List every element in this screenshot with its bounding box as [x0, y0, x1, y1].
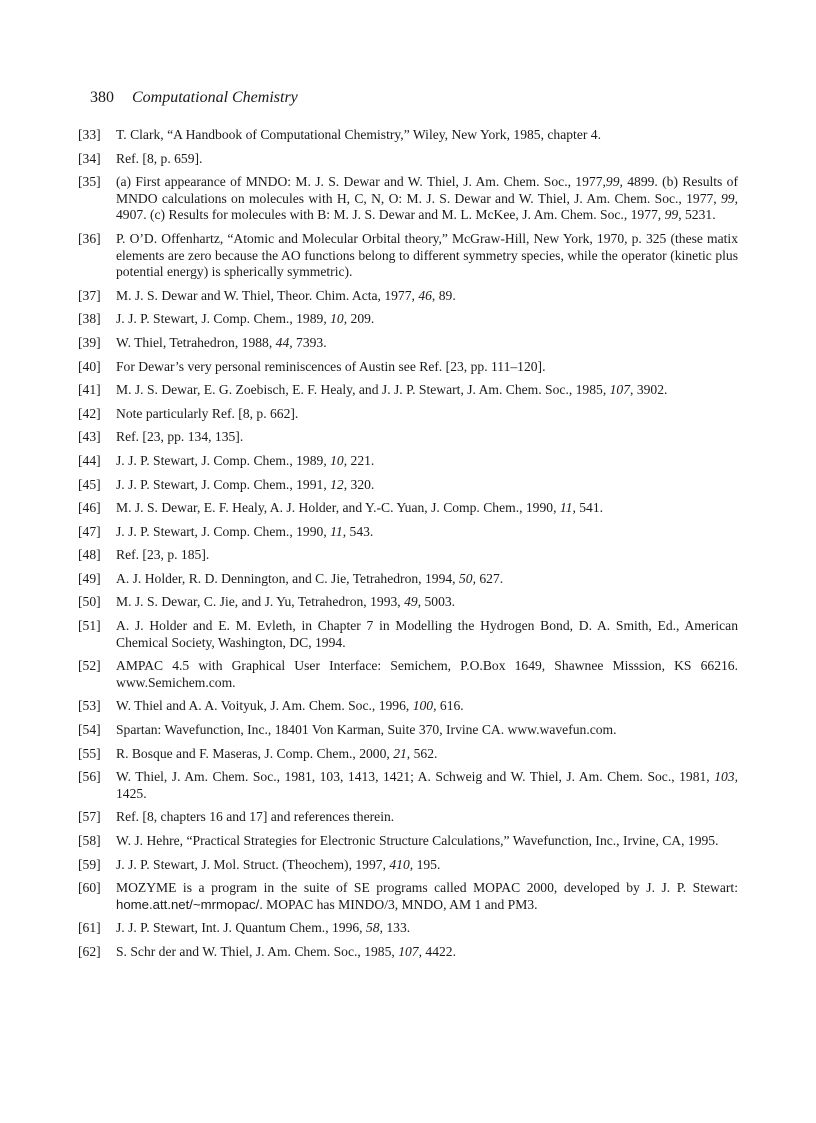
- reference-item: [78, 880, 738, 913]
- reference-number: [47]: [78, 523, 101, 539]
- reference-text: M. J. S. Dewar and W. Thiel, Theor. Chim. Acta, 1977, 46, 89.: [116, 287, 456, 303]
- reference-number: [53]: [78, 698, 101, 714]
- reference-number: [57]: [78, 809, 101, 825]
- reference-list: [78, 127, 738, 968]
- reference-number: [33]: [78, 127, 101, 142]
- reference-number: [52]: [78, 658, 101, 674]
- reference-text: AMPAC 4.5 with Graphical User Interface: Semichem, P.O.Box 1649, Shawnee Misssion, KS 66216. www.Semichem.com.: [116, 658, 738, 690]
- reference-number: [56]: [78, 769, 101, 785]
- reference-number: [58]: [78, 833, 101, 848]
- reference-text: J. J. P. Stewart, Int. J. Quantum Chem., 1996, 58, 133.: [116, 920, 411, 936]
- reference-text: MOZYME is a program in the suite of SE programs called MOPAC 2000, developed by J. J. P. Stewart: home.att.net/~mrmopac/. MOPAC has MINDO/3, MNDO, AM 1 and PM3.: [116, 880, 738, 912]
- reference-number: [35]: [78, 174, 101, 190]
- reference-number: [60]: [78, 880, 101, 896]
- reference-text: Ref. [8, chapters 16 and 17] and references therein.: [116, 809, 395, 825]
- reference-text: S. Schr der and W. Thiel, J. Am. Chem. Soc., 1985, 107, 4422.: [116, 943, 456, 959]
- reference-text: W. Thiel, J. Am. Chem. Soc., 1981, 103, 1413, 1421; A. Schweig and W. Thiel, J. Am. Chem. Soc., 1981, 103, 1425.: [116, 769, 738, 801]
- reference-number: [62]: [78, 943, 101, 959]
- reference-item: [78, 618, 738, 651]
- reference-number: [55]: [78, 745, 101, 761]
- reference-text: P. O’D. Offenhartz, “Atomic and Molecular Orbital theory,” McGraw-Hill, New York, 1970, p. 325 (these matix elements are zero because the AO functions belong to different symmetry species, while the operator (kinetic plus potential energy) is spherically symmetric).: [116, 230, 738, 280]
- reference-text: A. J. Holder, R. D. Dennington, and C. Jie, Tetrahedron, 1994, 50, 627.: [116, 570, 504, 586]
- reference-text: Ref. [23, pp. 134, 135].: [116, 429, 244, 445]
- mopac-url-link[interactable]: home.att.net/~mrmopac/: [116, 896, 260, 912]
- page-number: 380: [90, 89, 114, 106]
- reference-item: [78, 151, 738, 168]
- reference-number: [41]: [78, 382, 101, 398]
- reference-text: Ref. [8, p. 659].: [116, 150, 203, 166]
- reference-text: J. J. P. Stewart, J. Mol. Struct. (Theochem), 1997, 410, 195.: [116, 856, 441, 872]
- reference-item: [78, 382, 738, 399]
- reference-item: [78, 406, 738, 423]
- reference-item: [78, 429, 738, 446]
- reference-item: [78, 809, 738, 826]
- reference-number: [45]: [78, 476, 101, 492]
- reference-text: W. J. Hehre, “Practical Strategies for Electronic Structure Calculations,” Wavefunction, Inc., Irvine, CA, 1995.: [116, 833, 719, 848]
- reference-text: (a) First appearance of MNDO: M. J. S. Dewar and W. Thiel, J. Am. Chem. Soc., 1977,99, 4899. (b) Results of MNDO calculations on molecules with H, C, N, O: M. J. S. Dewar and W. Thiel, J. Am. Chem. Soc., 1977, 99, 4907. (c) Results for molecules with B: M. J. S. Dewar and M. L. McKee, J. Am. Chem. Soc., 1977, 99, 5231.: [116, 174, 738, 223]
- reference-item: [78, 231, 738, 281]
- reference-item: [78, 769, 738, 802]
- reference-number: [50]: [78, 594, 101, 610]
- reference-text: Spartan: Wavefunction, Inc., 18401 Von Karman, Suite 370, Irvine CA. www.wavefun.com.: [116, 722, 617, 738]
- reference-item: [78, 594, 738, 611]
- reference-number: [39]: [78, 334, 101, 350]
- reference-text: W. Thiel, Tetrahedron, 1988, 44, 7393.: [116, 334, 327, 350]
- reference-item: [78, 722, 738, 739]
- reference-number: [54]: [78, 722, 101, 738]
- reference-item: [78, 453, 738, 470]
- reference-item: [78, 127, 738, 144]
- reference-item: [78, 658, 738, 691]
- reference-item: [78, 500, 738, 517]
- reference-number: [44]: [78, 452, 101, 468]
- reference-text: J. J. P. Stewart, J. Comp. Chem., 1990, 11, 543.: [116, 523, 374, 539]
- reference-number: [51]: [78, 618, 101, 634]
- reference-item: [78, 335, 738, 352]
- reference-item: [78, 857, 738, 874]
- reference-number: [46]: [78, 500, 101, 516]
- reference-number: [37]: [78, 287, 101, 303]
- running-header: [90, 88, 298, 108]
- reference-item: [78, 524, 738, 541]
- reference-item: [78, 944, 738, 961]
- reference-text: J. J. P. Stewart, J. Comp. Chem., 1991, 12, 320.: [116, 476, 375, 492]
- reference-item: [78, 746, 738, 763]
- reference-number: [59]: [78, 856, 101, 872]
- reference-number: [34]: [78, 150, 101, 166]
- reference-number: [40]: [78, 358, 101, 374]
- reference-text: M. J. S. Dewar, E. F. Healy, A. J. Holder, and Y.-C. Yuan, J. Comp. Chem., 1990, 11, 541.: [116, 500, 604, 516]
- reference-item: [78, 920, 738, 937]
- reference-number: [42]: [78, 405, 101, 421]
- reference-text: R. Bosque and F. Maseras, J. Comp. Chem., 2000, 21, 562.: [116, 745, 438, 761]
- reference-number: [61]: [78, 920, 101, 936]
- reference-number: [36]: [78, 230, 101, 246]
- reference-text: J. J. P. Stewart, J. Comp. Chem., 1989, 10, 221.: [116, 452, 375, 468]
- reference-item: [78, 359, 738, 376]
- reference-item: [78, 174, 738, 224]
- reference-text: Ref. [23, p. 185].: [116, 547, 210, 563]
- reference-item: [78, 477, 738, 494]
- reference-text: M. J. S. Dewar, E. G. Zoebisch, E. F. Healy, and J. J. P. Stewart, J. Am. Chem. Soc., 1985, 107, 3902.: [116, 382, 668, 398]
- reference-item: [78, 288, 738, 305]
- reference-number: [48]: [78, 547, 101, 563]
- reference-number: [43]: [78, 429, 101, 445]
- reference-text: M. J. S. Dewar, C. Jie, and J. Yu, Tetrahedron, 1993, 49, 5003.: [116, 594, 456, 610]
- reference-number: [49]: [78, 570, 101, 586]
- reference-item: [78, 571, 738, 588]
- reference-text: T. Clark, “A Handbook of Computational Chemistry,” Wiley, New York, 1985, chapter 4.: [116, 127, 601, 142]
- reference-item: [78, 833, 738, 850]
- reference-text: Note particularly Ref. [8, p. 662].: [116, 405, 299, 421]
- reference-item: [78, 311, 738, 328]
- reference-text: W. Thiel and A. A. Voityuk, J. Am. Chem. Soc., 1996, 100, 616.: [116, 698, 464, 714]
- running-title: Computational Chemistry: [132, 89, 298, 106]
- reference-item: [78, 698, 738, 715]
- reference-text: A. J. Holder and E. M. Evleth, in Chapter 7 in Modelling the Hydrogen Bond, D. A. Smith, Ed., American Chemical Society, Washington, DC, 1994.: [116, 618, 738, 650]
- reference-number: [38]: [78, 311, 101, 327]
- reference-item: [78, 547, 738, 564]
- reference-text: For Dewar’s very personal reminiscences of Austin see Ref. [23, pp. 111–120].: [116, 358, 546, 374]
- reference-text: J. J. P. Stewart, J. Comp. Chem., 1989, 10, 209.: [116, 311, 375, 327]
